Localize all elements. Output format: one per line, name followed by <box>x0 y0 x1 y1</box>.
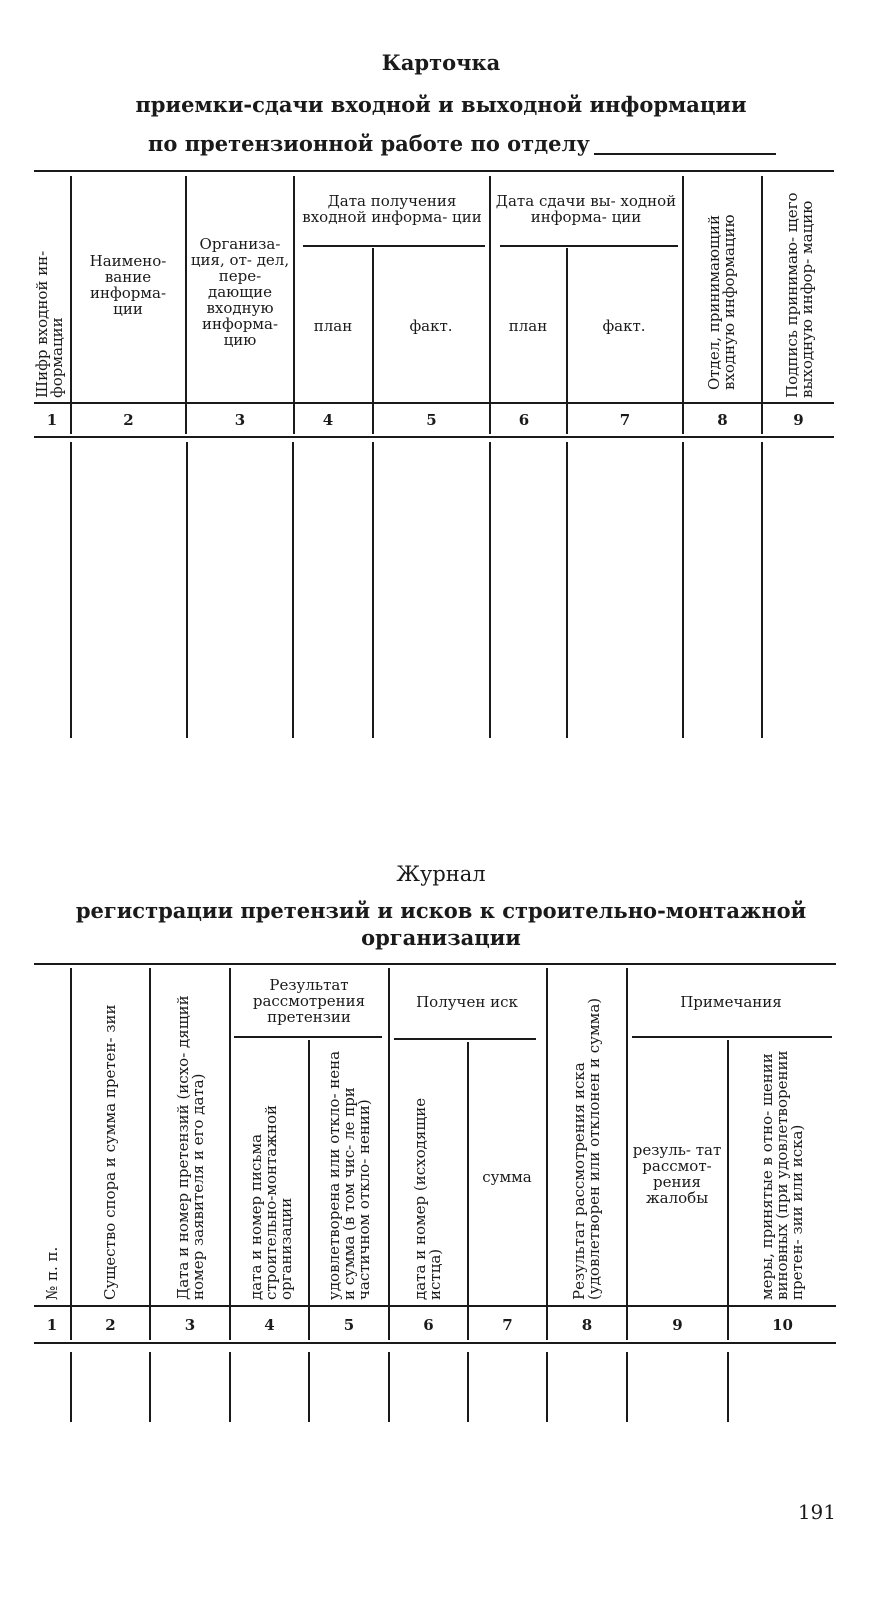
card-col1-header: Шифр входной ин- формации <box>33 250 66 398</box>
card-col9-header: Подпись принимаю- щего выходную инфор- мацию <box>783 192 816 398</box>
card-col6-header: план <box>508 317 548 335</box>
card-col4-header: план <box>313 317 353 335</box>
card-col2-header: Наимено- вание информа- ции <box>89 252 167 318</box>
journal-subtitle-1: регистрации претензий и исков к строительно-монтажной <box>75 898 807 923</box>
journal-col8-header: Результат рассмотрения иска (удовлетворен или отклонен и сумма) <box>570 997 603 1300</box>
journal-title: Журнал <box>396 862 486 886</box>
journal-subtitle-2: организации <box>361 925 521 950</box>
journal-col2-header: Существо спора и сумма претен- зии <box>100 1004 119 1300</box>
page-number: 191 <box>797 1500 836 1524</box>
journal-col-number: 8 <box>581 1316 593 1334</box>
card-col-number: 5 <box>426 411 437 429</box>
card-title: Карточка <box>381 50 501 75</box>
journal-col-number: 2 <box>105 1316 116 1334</box>
card-col-number: 1 <box>46 411 58 429</box>
card-col3-header: Организа- ция, от- дел, пере- дающие входную информа- цию <box>190 235 290 349</box>
journal-col-number: 9 <box>672 1316 683 1334</box>
journal-col10-header: меры, принятые в отно- шении виновных (при удовлетворении претен- зии или иска) <box>757 1050 806 1300</box>
card-col-number: 2 <box>123 411 134 429</box>
journal-col3-header: Дата и номер претензий (исхо- дящий номер заявителя и его дата) <box>174 995 207 1300</box>
journal-col9-header: резуль- тат рассмот- рения жалобы <box>632 1141 722 1207</box>
journal-col6-header: дата и номер (исходящие истца) <box>411 1097 444 1300</box>
card-subtitle-2: по претензионной работе по отделу <box>148 131 776 156</box>
card-col-number: 8 <box>717 411 728 429</box>
card-subtitle-1: приемки-сдачи входной и выходной информации <box>135 92 747 117</box>
journal-col7-header: сумма <box>482 1168 532 1186</box>
journal-col-number: 7 <box>502 1316 513 1334</box>
card-col-number: 3 <box>234 411 246 429</box>
card-col-number: 9 <box>793 411 804 429</box>
journal-group-notes-header: Примечания <box>680 993 782 1011</box>
card-group-received-header: Дата получения входной информа- ции <box>302 192 482 226</box>
card-col7-header: факт. <box>602 317 646 335</box>
journal-col4-header: дата и номер письма строительно-монтажной организации <box>246 1104 295 1300</box>
journal-col-number: 4 <box>264 1316 275 1334</box>
journal-col-number: 3 <box>184 1316 196 1334</box>
journal-group-suit-header: Получен иск <box>416 993 518 1011</box>
journal-col-number: 5 <box>343 1316 355 1334</box>
journal-col-number: 10 <box>772 1316 793 1334</box>
card-group-submitted-header: Дата сдачи вы- ходной информа- ции <box>495 192 677 226</box>
card-col-number: 4 <box>322 411 334 429</box>
journal-group-result-header: Результат рассмотрения претензии <box>252 976 366 1026</box>
journal-col5-header: удовлетворена или откло- нена и сумма (в том чис- ле при частичном откло- нении) <box>324 1050 373 1300</box>
journal-col-number: 6 <box>423 1316 434 1334</box>
journal-col-number: 1 <box>46 1316 58 1334</box>
journal-col1-header: № п. п. <box>42 1246 61 1300</box>
card-col5-header: факт. <box>409 317 453 335</box>
card-col-number: 7 <box>619 411 631 429</box>
card-col8-header: Отдел, принимающий входную информацию <box>705 214 738 390</box>
card-col-number: 6 <box>518 411 530 429</box>
